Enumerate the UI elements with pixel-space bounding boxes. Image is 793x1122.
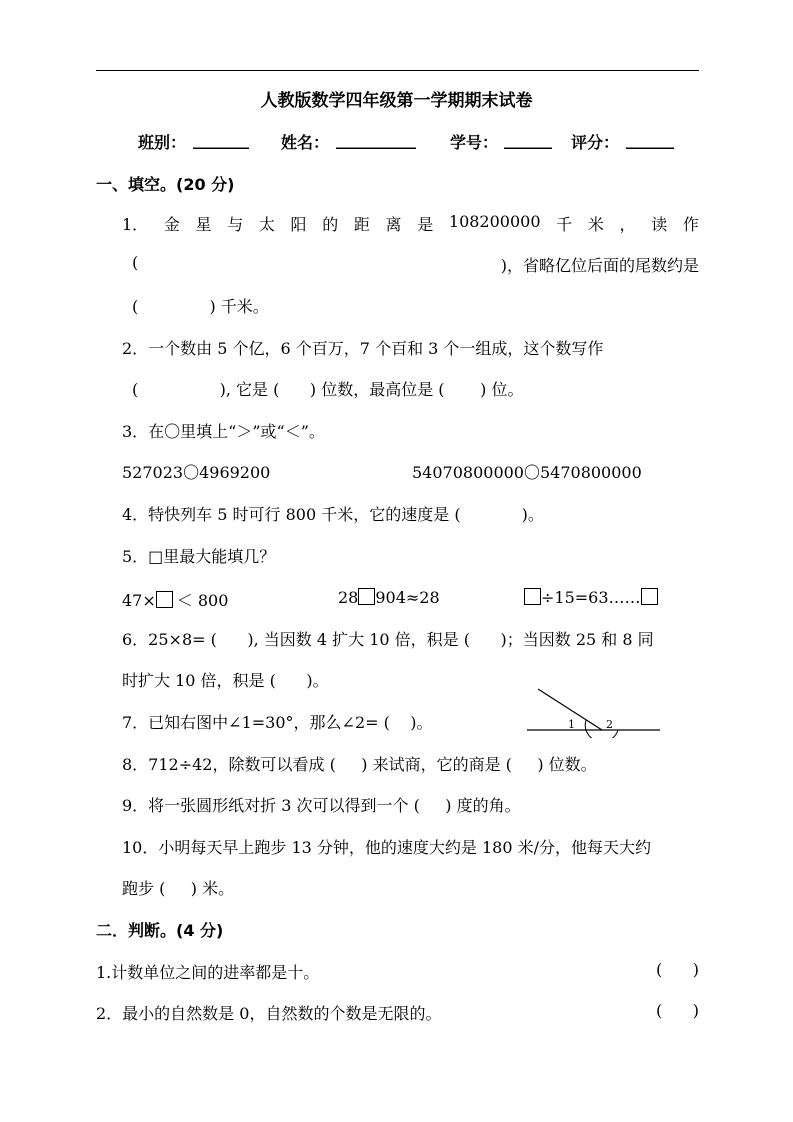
q1-char: 1． bbox=[122, 215, 149, 234]
top-rule bbox=[96, 70, 699, 71]
answer-box[interactable] bbox=[641, 588, 658, 605]
answer-box[interactable] bbox=[358, 588, 375, 605]
q1-char: ， bbox=[619, 215, 636, 234]
q1-char: 离 bbox=[385, 215, 402, 234]
q6-line2: 时扩大 10 倍，积是 ( )。 bbox=[122, 671, 329, 690]
q8-text: 8．712÷42，除数可以看成 ( ) 来试商，它的商是 ( ) 位数。 bbox=[122, 755, 597, 774]
angle-2-label: 2 bbox=[606, 718, 613, 731]
q3-compare-b: 54070800000〇5470800000 bbox=[412, 463, 642, 482]
q5-a-post: ＜ 800 bbox=[176, 591, 229, 610]
q2-line2: ( ), 它是 ( ) 位数，最高位是 ( ) 位。 bbox=[132, 380, 524, 399]
q10-line1: 10．小明每天早上跑步 13 分钟，他的速度大约是 180 米/分，他每天大约 bbox=[122, 838, 651, 857]
q4-text: 4．特快列车 5 时可行 800 千米，它的速度是 ( )。 bbox=[122, 505, 544, 524]
q1-char: 阳 bbox=[290, 215, 307, 234]
q7-text: 7．已知右图中∠1=30°，那么∠2= ( )。 bbox=[122, 713, 433, 732]
q5-a-pre: 47× bbox=[122, 591, 156, 610]
q5-item-c bbox=[524, 588, 658, 607]
q10-line2: 跑步 ( ) 米。 bbox=[122, 879, 235, 898]
judge-answer-paren[interactable]: ( ) bbox=[656, 960, 699, 979]
judge-answer-paren[interactable]: ( ) bbox=[656, 1001, 699, 1020]
q1-char: 米 bbox=[587, 215, 604, 234]
q1-char: 太 bbox=[258, 215, 275, 234]
judge-item-text: 1.计数单位之间的进率都是十。 bbox=[96, 963, 320, 982]
answer-box[interactable] bbox=[156, 591, 173, 608]
q1-line3: ( ) 千米。 bbox=[132, 297, 269, 316]
q1-char: 是 bbox=[417, 215, 434, 234]
score-blank[interactable]: ______ bbox=[626, 130, 674, 149]
q1-char: 读 bbox=[651, 215, 668, 234]
answer-box[interactable] bbox=[524, 588, 541, 605]
q1-line2-text: )，省略亿位后面的尾数约是 bbox=[500, 256, 699, 275]
q3-compare-a: 527023〇4969200 bbox=[122, 463, 271, 482]
q5-c-mid: ÷15=63…… bbox=[541, 588, 641, 607]
section1-heading: 一、填空。(20 分) bbox=[96, 175, 235, 194]
q1-char: 作 bbox=[682, 215, 699, 234]
score-label: 评分： bbox=[571, 133, 620, 152]
angle-1-label: 1 bbox=[568, 718, 575, 731]
id-blank[interactable]: ______ bbox=[504, 130, 552, 149]
section2-heading: 二．判断。(4 分) bbox=[96, 921, 224, 940]
id-label: 学号： bbox=[450, 133, 499, 152]
q5-line1: 5．□里最大能填几？ bbox=[122, 547, 276, 566]
class-label: 班别： bbox=[138, 133, 187, 152]
name-label: 姓名： bbox=[281, 133, 330, 152]
q5-b-pre: 28 bbox=[338, 588, 359, 607]
q1-char: 金 bbox=[163, 215, 180, 234]
q6-line1: 6．25×8= ( ), 当因数 4 扩大 10 倍，积是 ( )；当因数 25 和 8 同 bbox=[122, 630, 654, 649]
q1-char: 的 bbox=[322, 215, 339, 234]
q9-text: 9．将一张圆形纸对折 3 次可以得到一个 ( ) 度的角。 bbox=[122, 796, 521, 815]
q1-char: 距 bbox=[353, 215, 370, 234]
q1-line1 bbox=[122, 212, 699, 235]
name-blank[interactable]: __________ bbox=[336, 130, 416, 149]
judge-item-text: 2．最小的自然数是 0，自然数的个数是无限的。 bbox=[96, 1004, 442, 1023]
q5-b-post: 904≈28 bbox=[375, 588, 440, 607]
q1-char: 千 bbox=[556, 215, 573, 234]
q1-char: 108200000 bbox=[448, 212, 541, 231]
q5-item-b bbox=[338, 588, 440, 607]
page-title: 人教版数学四年级第一学期期末试卷 bbox=[260, 91, 533, 111]
q2-line1: 2．一个数由 5 个亿，6 个百万，7 个百和 3 个一组成，这个数写作 bbox=[122, 339, 604, 358]
q5-item-a bbox=[122, 588, 228, 611]
q1-line2-open: ( bbox=[132, 253, 139, 272]
q3-line1: 3．在〇里填上“＞”或“＜”。 bbox=[122, 422, 325, 441]
q1-char: 星 bbox=[195, 215, 212, 234]
angle-diagram bbox=[520, 684, 665, 738]
class-blank[interactable]: _______ bbox=[193, 130, 249, 149]
q1-char: 与 bbox=[227, 215, 244, 234]
